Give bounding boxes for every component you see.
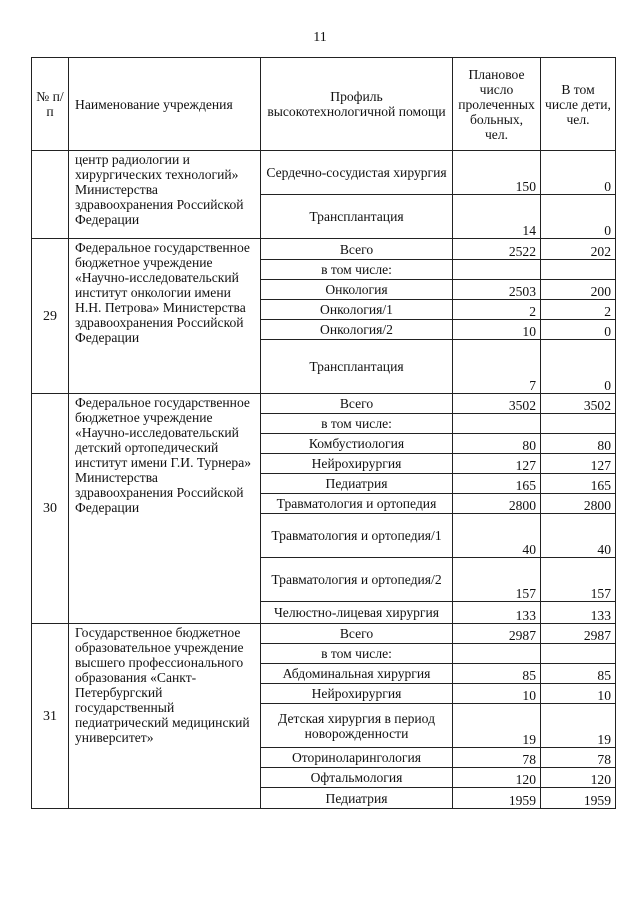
planned-cell: 78: [453, 748, 541, 768]
planned-cell: [453, 644, 541, 664]
planned-cell: 133: [453, 602, 541, 624]
children-cell: 165: [541, 474, 616, 494]
row-number: 31: [32, 624, 69, 809]
children-cell: [541, 414, 616, 434]
planned-cell: 14: [453, 195, 541, 239]
profile-cell: Комбустиология: [261, 434, 453, 454]
profile-cell: Нейрохирургия: [261, 454, 453, 474]
children-cell: 1959: [541, 788, 616, 809]
children-cell: 133: [541, 602, 616, 624]
profile-cell: Оториноларингология: [261, 748, 453, 768]
page-number: 11: [313, 30, 327, 45]
table-row: [32, 624, 616, 644]
planned-cell: 10: [453, 320, 541, 340]
profile-cell: Сердечно-сосудистая хирургия: [261, 151, 453, 195]
planned-cell: 127: [453, 454, 541, 474]
profile-cell: Абдоминальная хирургия: [261, 664, 453, 684]
children-cell: 40: [541, 514, 616, 558]
profile-cell: Онкология/2: [261, 320, 453, 340]
planned-cell: 120: [453, 768, 541, 788]
profile-cell: в том числе:: [261, 644, 453, 664]
profile-cell: Челюстно-лицевая хирургия: [261, 602, 453, 624]
children-cell: 0: [541, 151, 616, 195]
institution-name: Государственное бюджетное образовательное учреждение высшего профессионального образования «Санкт-Петербургский государственный педиатрический медицинский университет»: [69, 624, 261, 809]
profile-cell: в том числе:: [261, 414, 453, 434]
planned-cell: 40: [453, 514, 541, 558]
profile-cell: Детская хирургия в период новорожденности: [261, 704, 453, 748]
planned-cell: 1959: [453, 788, 541, 809]
profile-cell: Всего: [261, 394, 453, 414]
children-cell: 0: [541, 340, 616, 394]
header-profile: Профиль высокотехнологичной помощи: [261, 58, 453, 151]
profile-cell: Онкология: [261, 280, 453, 300]
children-cell: 10: [541, 684, 616, 704]
hospital-table: [31, 57, 616, 809]
children-cell: 80: [541, 434, 616, 454]
children-cell: 85: [541, 664, 616, 684]
planned-cell: 2987: [453, 624, 541, 644]
planned-cell: 19: [453, 704, 541, 748]
institution-name: Федеральное государственное бюджетное учреждение «Научно-исследовательский институт онкологии имени Н.Н. Петрова» Министерства здравоохранения Российской Федерации: [69, 239, 261, 394]
planned-cell: 2522: [453, 239, 541, 260]
children-cell: 2987: [541, 624, 616, 644]
children-cell: 2800: [541, 494, 616, 514]
profile-cell: Нейрохирургия: [261, 684, 453, 704]
children-cell: 120: [541, 768, 616, 788]
planned-cell: 150: [453, 151, 541, 195]
header-number: № п/п: [32, 58, 69, 151]
profile-cell: Педиатрия: [261, 788, 453, 809]
children-cell: 0: [541, 320, 616, 340]
profile-cell: Педиатрия: [261, 474, 453, 494]
planned-cell: 85: [453, 664, 541, 684]
children-cell: 19: [541, 704, 616, 748]
planned-cell: 80: [453, 434, 541, 454]
profile-cell: Онкология/1: [261, 300, 453, 320]
header-children: В том числе дети, чел.: [541, 58, 616, 151]
profile-cell: Травматология и ортопедия/1: [261, 514, 453, 558]
table-row: [32, 394, 616, 414]
header-row: [32, 58, 616, 151]
planned-cell: 2503: [453, 280, 541, 300]
institution-name: Федеральное государственное бюджетное учреждение «Научно-исследовательский детский ортопедический институт имени Г.И. Турнера» Министерства здравоохранения Российской Федерации: [69, 394, 261, 624]
profile-cell: Всего: [261, 239, 453, 260]
table-body: [32, 151, 616, 809]
table-row: [32, 239, 616, 260]
planned-cell: 165: [453, 474, 541, 494]
children-cell: 3502: [541, 394, 616, 414]
table-row: [32, 151, 616, 195]
row-number: [32, 151, 69, 239]
header-planned: Плановое число пролеченных больных, чел.: [453, 58, 541, 151]
profile-cell: Всего: [261, 624, 453, 644]
planned-cell: [453, 260, 541, 280]
children-cell: [541, 260, 616, 280]
row-number: 30: [32, 394, 69, 624]
profile-cell: в том числе:: [261, 260, 453, 280]
planned-cell: 2: [453, 300, 541, 320]
profile-cell: Травматология и ортопедия: [261, 494, 453, 514]
children-cell: 0: [541, 195, 616, 239]
header-institution: Наименование учреждения: [69, 58, 261, 151]
profile-cell: Травматология и ортопедия/2: [261, 558, 453, 602]
planned-cell: 10: [453, 684, 541, 704]
profile-cell: Трансплантация: [261, 340, 453, 394]
children-cell: 157: [541, 558, 616, 602]
children-cell: 202: [541, 239, 616, 260]
institution-name: центр радиологии и хирургических технологий» Министерства здравоохранения Российской Федерации: [69, 151, 261, 239]
planned-cell: 3502: [453, 394, 541, 414]
planned-cell: [453, 414, 541, 434]
planned-cell: 2800: [453, 494, 541, 514]
profile-cell: Офтальмология: [261, 768, 453, 788]
row-number: 29: [32, 239, 69, 394]
children-cell: 78: [541, 748, 616, 768]
planned-cell: 7: [453, 340, 541, 394]
planned-cell: 157: [453, 558, 541, 602]
children-cell: 2: [541, 300, 616, 320]
profile-cell: Трансплантация: [261, 195, 453, 239]
children-cell: 127: [541, 454, 616, 474]
children-cell: 200: [541, 280, 616, 300]
children-cell: [541, 644, 616, 664]
